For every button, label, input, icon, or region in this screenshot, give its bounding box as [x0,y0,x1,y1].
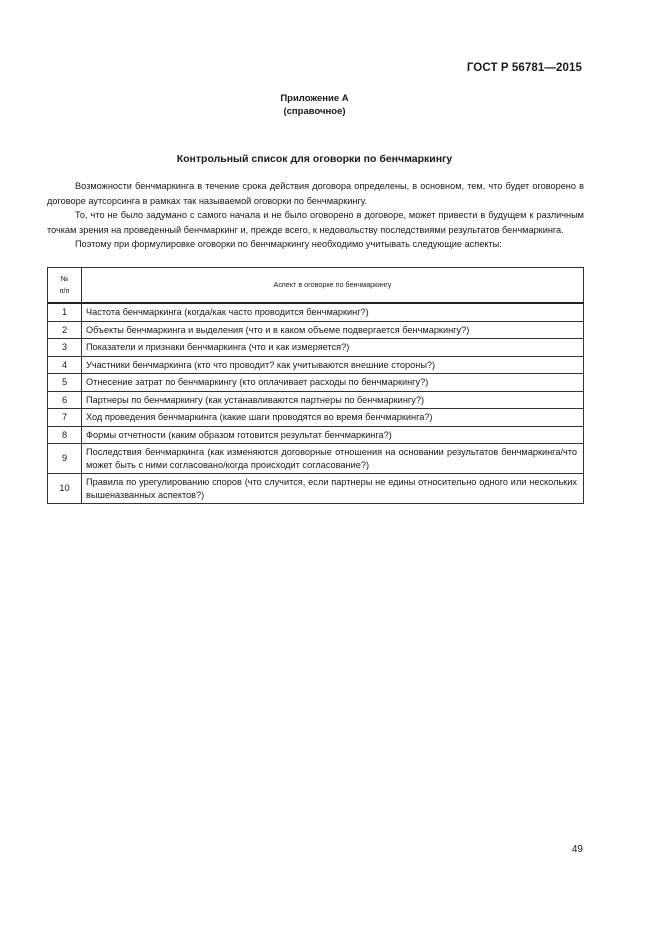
row-number: 8 [48,426,82,444]
table-row [48,391,584,409]
row-number: 1 [48,303,82,321]
column-header-number: № п/п [48,268,82,304]
row-aspect: Формы отчетности (каким образом готовится результат бенчмаркинга?) [82,426,584,444]
column-header-aspect: Аспект в оговорке по бенчмаркингу [82,268,584,304]
paragraph: Возможности бенчмаркинга в течение срока действия договора определены, в основном, тем, что будет оговорено в договоре аутсорсинга в рамках так называемой оговорки по бенчмаркингу. [47,181,584,206]
row-number: 5 [48,374,82,392]
checklist-table [47,267,584,504]
appendix-title: Приложение А [280,93,349,104]
row-number: 6 [48,391,82,409]
paragraph: То, что не было задумано с самого начала и не было оговорено в договоре, может привести в будущем к различным точкам зрения на проведенный бенчмаркинг и, прежде всего, к недовольству последствиями результатов бенчмаркинга. [47,210,584,235]
row-aspect: Последствия бенчмаркинга (как изменяются договорные отношения на основании результатов бенчмаркинга/что может быть с ними согласовано/когда происходит согласование?) [82,444,584,474]
row-aspect: Партнеры по бенчмаркингу (как устанавливаются партнеры по бенчмаркингу?) [82,391,584,409]
appendix-heading [0,92,661,118]
table-row [48,339,584,357]
row-aspect: Частота бенчмаркинга (когда/как часто проводится бенчмаркинг?) [82,303,584,321]
table-header-row [48,268,584,304]
row-number: 2 [48,321,82,339]
standard-number: ГОСТ Р 56781—2015 [466,62,582,74]
row-number: 3 [48,339,82,357]
row-aspect: Показатели и признаки бенчмаркинга (что и как измеряется?) [82,339,584,357]
table-row [48,426,584,444]
row-aspect: Правила по урегулированию споров (что случится, если партнеры не едины относительно одного или нескольких вышеназванных аспектов?) [82,474,584,504]
row-number: 9 [48,444,82,474]
body-text [47,179,584,252]
page-number: 49 [571,844,583,855]
row-aspect: Участники бенчмаркинга (кто что проводит? как учитываются внешние стороны?) [82,356,584,374]
section-title: Контрольный список для оговорки по бенчмаркингу [176,153,453,165]
table-row [48,303,584,321]
table-row [48,409,584,427]
row-number: 7 [48,409,82,427]
row-aspect: Объекты бенчмаркинга и выделения (что и в каком объеме подвергается бенчмаркингу?) [82,321,584,339]
table-row [48,374,584,392]
row-number: 4 [48,356,82,374]
table-row [48,444,584,474]
row-number: 10 [48,474,82,504]
row-aspect: Ход проведения бенчмаркинга (какие шаги проводятся во время бенчмаркинга?) [82,409,584,427]
paragraph: Поэтому при формулировке оговорки по бенчмаркингу необходимо учитывать следующие аспекты: [75,239,502,249]
table-row [48,474,584,504]
table-row [48,356,584,374]
table-row [48,321,584,339]
appendix-subtitle: (справочное) [283,106,346,117]
row-aspect: Отнесение затрат по бенчмаркингу (кто оплачивает расходы по бенчмаркингу?) [82,374,584,392]
